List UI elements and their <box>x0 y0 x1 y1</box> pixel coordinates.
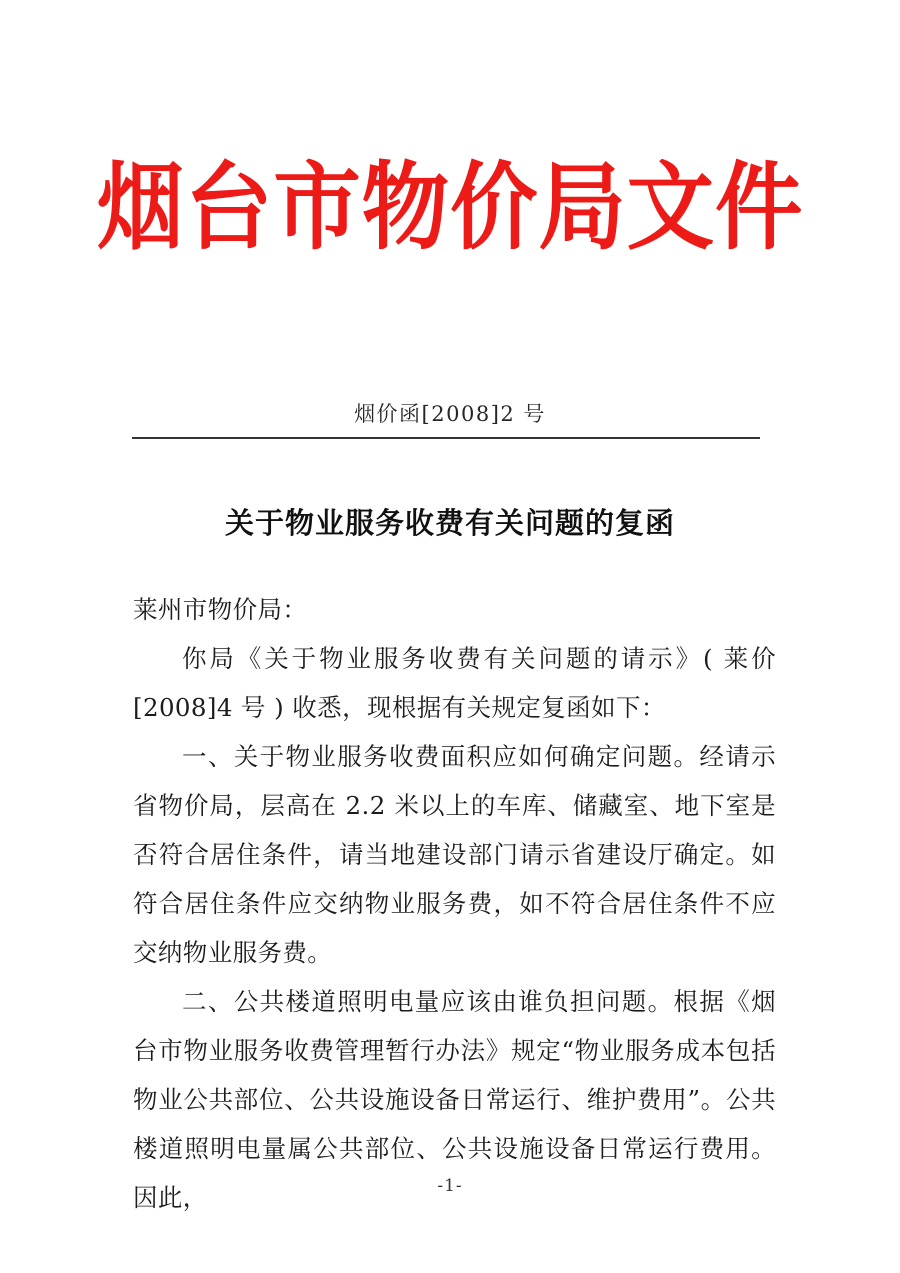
body-paragraph-item-one: 一、关于物业服务收费面积应如何确定问题。经请示省物价局，层高在 2.2 米以上的车库、储藏室、地下室是否符合居住条件，请当地建设部门请示省建设厅确定。如符合居住条件应交纳物业服务费，如不符合居住条件不应交纳物业服务费。 <box>133 742 776 967</box>
masthead-separator-rule <box>132 437 760 439</box>
document-subject-title: 关于物业服务收费有关问题的复函 <box>224 506 675 540</box>
document-serial-number: 烟价函[2008]2 号 <box>354 402 546 426</box>
body-paragraph-item-two: 二、公共楼道照明电量应该由谁负担问题。根据《烟台市物业服务收费管理暂行办法》规定“物业服务成本包括物业公共部位、公共设施设备日常运行、维护费用”。公共楼道照明电量属公共部位、公共设施设备日常运行费用。因此， <box>133 987 776 1212</box>
document-body <box>133 585 776 1222</box>
recipient-salutation: 莱州市物价局： <box>133 595 308 624</box>
page-number: -1- <box>437 1176 463 1196</box>
masthead <box>0 152 900 264</box>
issuing-authority-title: 烟台市物价局文件 <box>96 152 804 263</box>
body-paragraph-intro: 你局《关于物业服务收费有关问题的请示》( 莱价[2008]4 号 ) 收悉，现根据有关规定复函如下： <box>133 644 776 722</box>
